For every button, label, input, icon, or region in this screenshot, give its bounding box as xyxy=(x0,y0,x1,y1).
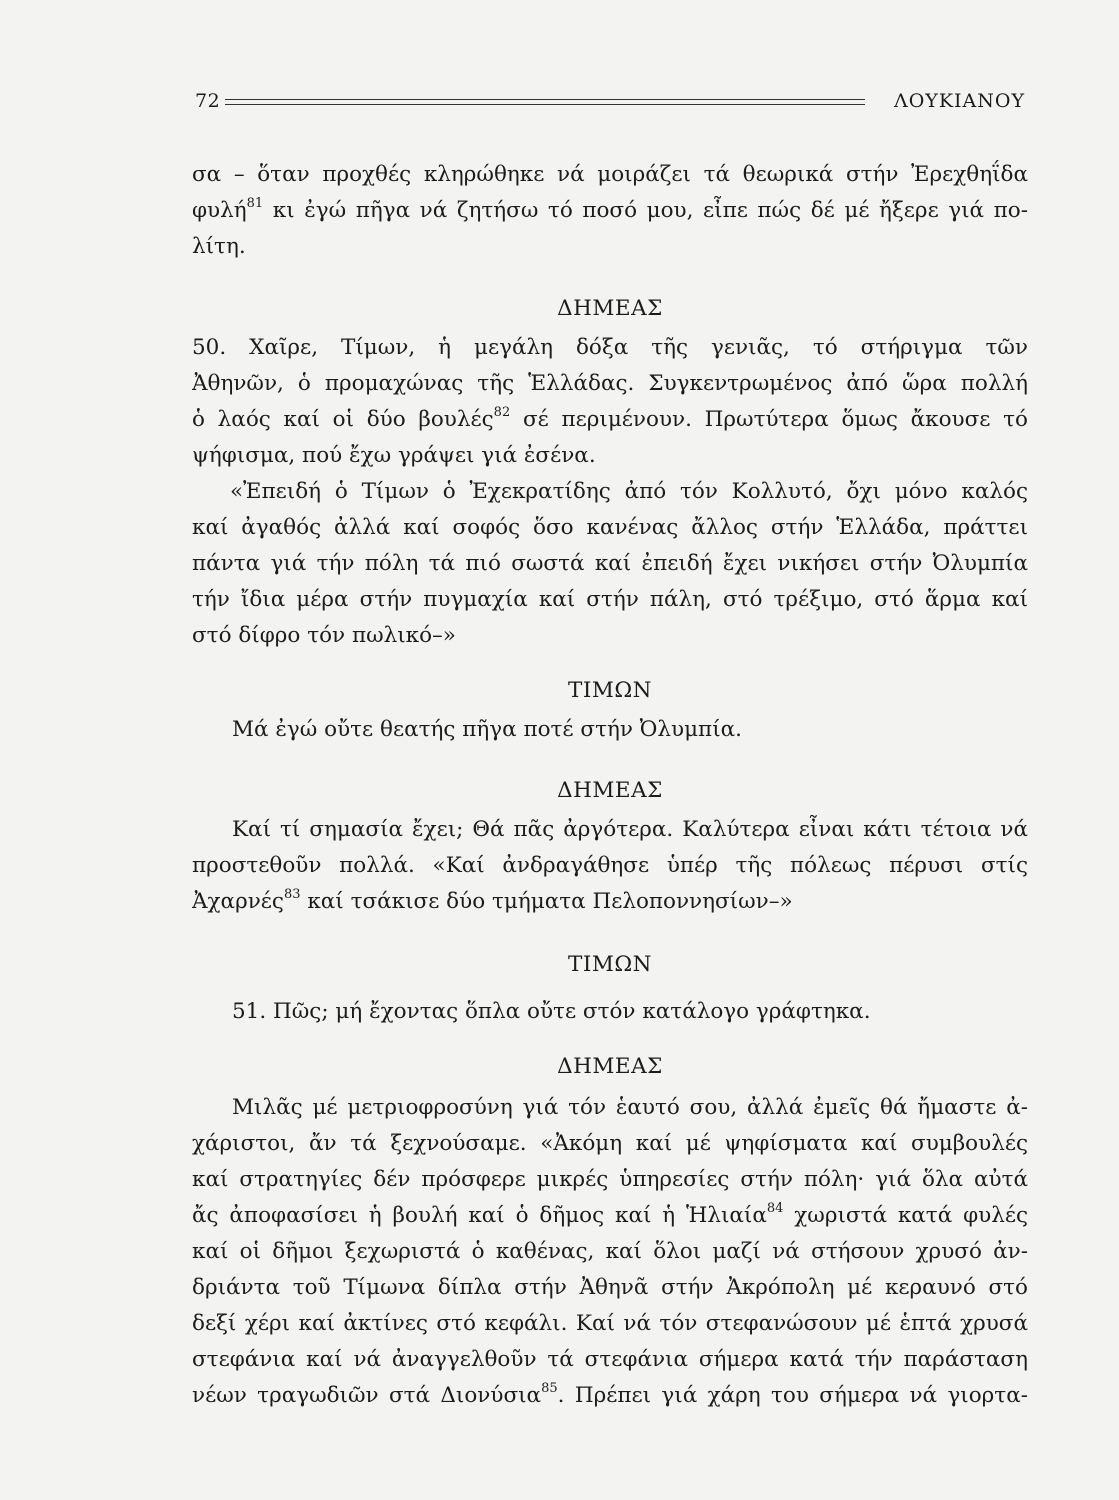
running-title: ΛΟΥΚΙΑΝΟΥ xyxy=(893,90,1025,112)
text-line: στό δίφρο τόν πωλικό–» xyxy=(192,623,456,648)
footnote-ref: 83 xyxy=(283,887,301,902)
header-rule xyxy=(225,99,865,105)
text-line: λίτη. xyxy=(192,234,246,259)
page-number: 72 xyxy=(195,90,221,112)
footnote-ref: 81 xyxy=(246,196,264,211)
text-line: Ἀθηνῶν, ὁ προμαχώνας τῆς Ἑλλάδας. Συγκεντρωμένος ἀπό ὥρα πολλή xyxy=(192,371,1028,396)
speaker-name: ΤΙΜΩΝ xyxy=(568,952,652,977)
speaker-name: ΔΗΜΕΑΣ xyxy=(557,1054,663,1079)
text-line: 51. Πῶς; μή ἔχοντας ὅπλα οὔτε στόν κατάλογο γράφτηκα. xyxy=(232,999,871,1024)
text-line: καί ἀγαθός ἀλλά καί σοφός ὅσο κανένας ἄλλος στήν Ἑλλάδα, πράττει xyxy=(192,515,1028,540)
text-line: προστεθοῦν πολλά. «Καί ἀνδραγάθησε ὑπέρ τῆς πόλεως πέρυσι στίς xyxy=(192,853,1028,878)
speaker-name: ΤΙΜΩΝ xyxy=(568,678,652,703)
text-line: φυλή$^{81}$ κι ἐγώ πῆγα νά ζητήσω τό ποσό μου, εἶπε πώς δέ μέ ἤξερε γιά πο- xyxy=(192,196,1028,223)
text-line: «Ἐπειδή ὁ Τίμων ὁ Ἐχεκρατίδης ἀπό τόν Κολλυτό, ὄχι μόνο καλός xyxy=(230,479,1028,504)
text-line: δεξί χέρι καί ἀκτίνες στό κεφάλι. Καί νά τόν στεφανώσουν μέ ἑπτά χρυσά xyxy=(192,1311,1028,1336)
text-line: 50. Χαῖρε, Τίμων, ἡ μεγάλη δόξα τῆς γενιᾶς, τό στήριγμα τῶν xyxy=(192,335,1028,360)
text-line: νέων τραγωδιῶν στά Διονύσια$^{85}$. Πρέπει γιά χάρη του σήμερα νά γιορτα- xyxy=(192,1381,1028,1408)
text-line: σα – ὅταν προχθές κληρώθηκε νά μοιράζει τά θεωρικά στήν Ἐρεχθηΐδα xyxy=(192,162,1028,187)
text-line: πάντα γιά τήν πόλη τά πιό σωστά καί ἐπειδή ἔχει νικήσει στήν Ὀλυμπία xyxy=(192,551,1028,576)
text-line: χάριστοι, ἄν τά ξεχνούσαμε. «Ἀκόμη καί μέ ψηφίσματα καί συμβουλές xyxy=(192,1131,1028,1156)
text-line: καί στρατηγίες δέν πρόσφερε μικρές ὑπηρεσίες στήν πόλη· γιά ὅλα αὐτά xyxy=(192,1167,1028,1192)
text-line: τήν ἴδια μέρα στήν πυγμαχία καί στήν πάλη, στό τρέξιμο, στό ἅρμα καί xyxy=(192,587,1028,612)
text-line: Μά ἐγώ οὔτε θεατής πῆγα ποτέ στήν Ὀλυμπία. xyxy=(232,717,742,742)
text-line: ψήφισμα, πού ἔχω γράψει γιά ἐσένα. xyxy=(192,443,596,468)
text-line: Ἀχαρνές$^{83}$ καί τσάκισε δύο τμήματα Πελοποννησίων–» xyxy=(192,887,793,914)
footnote-ref: 84 xyxy=(766,1201,784,1216)
text-line: δριάντα τοῦ Τίμωνα δίπλα στήν Ἀθηνᾶ στήν Ἀκρόπολη μέ κεραυνό στό xyxy=(192,1275,1028,1300)
running-header xyxy=(195,90,1025,116)
speaker-name: ΔΗΜΕΑΣ xyxy=(557,296,663,321)
text-line: Μιλᾶς μέ μετριοφροσύνη γιά τόν ἑαυτό σου, ἀλλά ἐμεῖς θά ἤμαστε ἀ- xyxy=(232,1095,1028,1120)
speaker-name: ΔΗΜΕΑΣ xyxy=(557,778,663,803)
footnote-ref: 82 xyxy=(493,405,511,420)
text-line: καί οἱ δῆμοι ξεχωριστά ὁ καθένας, καί ὅλοι μαζί νά στήσουν χρυσό ἀν- xyxy=(192,1239,1028,1264)
text-line: Καί τί σημασία ἔχει; Θά πᾶς ἀργότερα. Καλύτερα εἶναι κάτι τέτοια νά xyxy=(232,817,1028,842)
footnote-ref: 85 xyxy=(541,1381,558,1396)
text-line: ὁ λαός καί οἱ δύο βουλές$^{82}$ σέ περιμένουν. Πρωτύτερα ὅμως ἄκουσε τό xyxy=(192,405,1028,432)
text-line: στεφάνια καί νά ἀναγγελθοῦν τά στεφάνια σήμερα κατά τήν παράσταση xyxy=(192,1347,1028,1372)
text-line: ἄς ἀποφασίσει ἡ βουλή καί ὁ δῆμος καί ἡ Ἡλιαία$^{84}$ χωριστά κατά φυλές xyxy=(192,1201,1028,1228)
